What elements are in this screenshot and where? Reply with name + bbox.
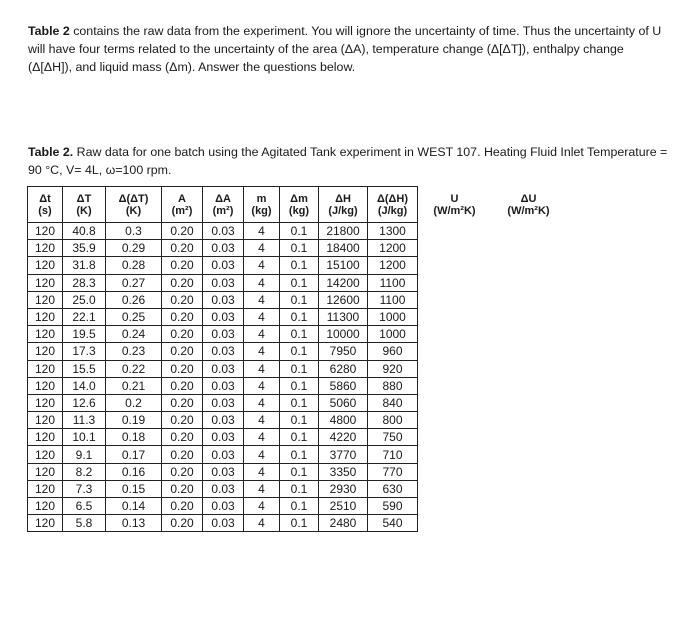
table-cell: 0.03 xyxy=(203,223,244,240)
table-cell: 40.8 xyxy=(63,223,106,240)
column-header xyxy=(319,187,368,223)
column-symbol: ΔH xyxy=(335,193,351,205)
table-cell: 120 xyxy=(28,326,63,343)
table-row xyxy=(28,343,566,360)
column-header xyxy=(244,187,280,223)
raw-data-table xyxy=(27,186,566,532)
table-cell: 0.20 xyxy=(162,498,203,515)
column-header xyxy=(418,187,492,223)
table-cell xyxy=(418,257,492,274)
table-cell xyxy=(418,240,492,257)
table-cell: 0.1 xyxy=(280,498,319,515)
table-cell: 15100 xyxy=(319,257,368,274)
table-cell: 4 xyxy=(244,412,280,429)
table-cell: 710 xyxy=(368,446,418,463)
table-cell: 0.03 xyxy=(203,291,244,308)
table-cell: 11.3 xyxy=(63,412,106,429)
table-cell: 0.20 xyxy=(162,412,203,429)
table-caption xyxy=(28,143,668,179)
table-cell: 0.03 xyxy=(203,343,244,360)
caption-label: Table 2. xyxy=(28,145,74,159)
table-cell: 0.24 xyxy=(106,326,162,343)
table-cell: 0.20 xyxy=(162,360,203,377)
column-symbol: Δ(ΔH) xyxy=(376,193,409,205)
table-cell xyxy=(418,446,492,463)
table-cell xyxy=(418,377,492,394)
column-symbol: Δt xyxy=(39,193,51,205)
column-header xyxy=(106,187,162,223)
table-cell: 0.26 xyxy=(106,291,162,308)
table-cell: 0.20 xyxy=(162,223,203,240)
table-row xyxy=(28,498,566,515)
table-cell: 4800 xyxy=(319,412,368,429)
table-cell: 4 xyxy=(244,429,280,446)
table-cell: 0.20 xyxy=(162,446,203,463)
table-cell: 0.20 xyxy=(162,515,203,532)
table-cell: 0.28 xyxy=(106,257,162,274)
table-cell xyxy=(492,377,566,394)
table-cell: 0.20 xyxy=(162,240,203,257)
table-cell: 0.21 xyxy=(106,377,162,394)
table-row xyxy=(28,429,566,446)
table-cell xyxy=(418,326,492,343)
table-cell: 4 xyxy=(244,274,280,291)
table-cell: 0.03 xyxy=(203,274,244,291)
table-cell: 540 xyxy=(368,515,418,532)
column-symbol: ΔA xyxy=(215,193,231,205)
table-cell: 880 xyxy=(368,377,418,394)
table-cell: 4 xyxy=(244,377,280,394)
table-cell xyxy=(418,223,492,240)
table-cell: 750 xyxy=(368,429,418,446)
table-cell: 960 xyxy=(368,343,418,360)
table-cell: 4 xyxy=(244,463,280,480)
table-cell xyxy=(492,360,566,377)
table-cell: 590 xyxy=(368,498,418,515)
table-cell: 5.8 xyxy=(63,515,106,532)
table-row xyxy=(28,257,566,274)
column-unit: (m²) xyxy=(171,205,193,217)
table-cell: 0.20 xyxy=(162,326,203,343)
table-cell: 0.20 xyxy=(162,308,203,325)
column-header xyxy=(280,187,319,223)
table-cell xyxy=(418,480,492,497)
table-cell: 1200 xyxy=(368,257,418,274)
table-cell xyxy=(492,412,566,429)
table-cell: 0.1 xyxy=(280,240,319,257)
table-cell xyxy=(492,326,566,343)
table-row xyxy=(28,394,566,411)
table-cell: 120 xyxy=(28,429,63,446)
table-row xyxy=(28,326,566,343)
table-cell: 0.1 xyxy=(280,412,319,429)
table-cell: 0.1 xyxy=(280,394,319,411)
table-cell: 5860 xyxy=(319,377,368,394)
table-cell: 4 xyxy=(244,394,280,411)
table-row xyxy=(28,360,566,377)
table-cell: 0.19 xyxy=(106,412,162,429)
table-cell: 4220 xyxy=(319,429,368,446)
table-row xyxy=(28,463,566,480)
column-symbol: m xyxy=(256,193,267,205)
table-cell xyxy=(418,291,492,308)
table-cell: 0.1 xyxy=(280,463,319,480)
table-cell xyxy=(492,223,566,240)
table-cell: 11300 xyxy=(319,308,368,325)
table-cell: 630 xyxy=(368,480,418,497)
table-cell: 3770 xyxy=(319,446,368,463)
table-cell: 0.03 xyxy=(203,326,244,343)
table-cell: 18400 xyxy=(319,240,368,257)
table-cell: 1300 xyxy=(368,223,418,240)
table-cell: 0.20 xyxy=(162,274,203,291)
table-cell: 0.20 xyxy=(162,377,203,394)
table-cell: 120 xyxy=(28,377,63,394)
intro-table-label: Table 2 xyxy=(28,24,70,38)
table-cell: 17.3 xyxy=(63,343,106,360)
table-cell: 120 xyxy=(28,463,63,480)
table-cell: 0.1 xyxy=(280,515,319,532)
table-cell: 3350 xyxy=(319,463,368,480)
table-cell xyxy=(492,480,566,497)
table-cell: 0.03 xyxy=(203,412,244,429)
table-cell: 770 xyxy=(368,463,418,480)
table-cell: 0.20 xyxy=(162,429,203,446)
table-cell xyxy=(418,343,492,360)
table-cell: 0.03 xyxy=(203,515,244,532)
table-cell: 12.6 xyxy=(63,394,106,411)
table-cell: 120 xyxy=(28,412,63,429)
column-unit: (m²) xyxy=(212,205,234,217)
table-cell: 8.2 xyxy=(63,463,106,480)
column-unit: (s) xyxy=(38,205,52,217)
table-cell: 120 xyxy=(28,446,63,463)
table-cell: 1100 xyxy=(368,291,418,308)
table-cell: 0.03 xyxy=(203,429,244,446)
column-unit: (kg) xyxy=(288,205,310,217)
table-cell: 800 xyxy=(368,412,418,429)
table-cell: 920 xyxy=(368,360,418,377)
table-cell: 4 xyxy=(244,480,280,497)
table-row xyxy=(28,308,566,325)
table-cell: 0.18 xyxy=(106,429,162,446)
table-cell: 0.1 xyxy=(280,308,319,325)
table-cell: 0.03 xyxy=(203,463,244,480)
table-row xyxy=(28,480,566,497)
table-cell: 1200 xyxy=(368,240,418,257)
table-cell: 0.20 xyxy=(162,480,203,497)
table-cell: 0.1 xyxy=(280,480,319,497)
table-cell: 0.27 xyxy=(106,274,162,291)
table-cell: 120 xyxy=(28,291,63,308)
table-cell: 4 xyxy=(244,326,280,343)
table-cell xyxy=(418,515,492,532)
table-cell: 0.03 xyxy=(203,498,244,515)
table-cell xyxy=(418,463,492,480)
table-cell: 31.8 xyxy=(63,257,106,274)
column-symbol: U xyxy=(450,193,459,205)
table-cell: 4 xyxy=(244,498,280,515)
table-cell xyxy=(492,291,566,308)
intro-paragraph xyxy=(28,22,668,76)
table-cell: 0.22 xyxy=(106,360,162,377)
table-cell: 6280 xyxy=(319,360,368,377)
table-cell xyxy=(492,463,566,480)
table-cell: 120 xyxy=(28,274,63,291)
table-cell: 0.1 xyxy=(280,274,319,291)
table-cell xyxy=(418,274,492,291)
table-cell: 12600 xyxy=(319,291,368,308)
table-cell: 7.3 xyxy=(63,480,106,497)
table-cell: 0.23 xyxy=(106,343,162,360)
table-cell: 0.17 xyxy=(106,446,162,463)
table-cell: 120 xyxy=(28,257,63,274)
table-row xyxy=(28,240,566,257)
table-cell: 0.20 xyxy=(162,463,203,480)
table-cell xyxy=(492,446,566,463)
table-header xyxy=(28,187,566,223)
table-cell: 0.1 xyxy=(280,446,319,463)
column-header xyxy=(368,187,418,223)
table-cell: 4 xyxy=(244,446,280,463)
table-row xyxy=(28,274,566,291)
table-cell: 0.03 xyxy=(203,308,244,325)
table-cell: 0.03 xyxy=(203,394,244,411)
table-cell: 0.03 xyxy=(203,446,244,463)
table-cell xyxy=(418,360,492,377)
table-cell: 0.14 xyxy=(106,498,162,515)
table-cell: 2930 xyxy=(319,480,368,497)
column-unit: (J/kg) xyxy=(377,205,408,217)
table-cell: 120 xyxy=(28,308,63,325)
table-cell: 7950 xyxy=(319,343,368,360)
column-symbol: ΔT xyxy=(76,193,92,205)
table-cell: 1100 xyxy=(368,274,418,291)
table-cell: 0.29 xyxy=(106,240,162,257)
table-cell: 5060 xyxy=(319,394,368,411)
column-unit: (K) xyxy=(76,205,92,217)
column-symbol: Δm xyxy=(290,193,308,205)
table-cell xyxy=(418,429,492,446)
table-cell: 4 xyxy=(244,257,280,274)
table-cell: 0.03 xyxy=(203,257,244,274)
table-cell: 0.16 xyxy=(106,463,162,480)
table-cell: 0.03 xyxy=(203,377,244,394)
table-cell xyxy=(418,394,492,411)
table-cell xyxy=(492,429,566,446)
table-cell: 120 xyxy=(28,360,63,377)
table-cell xyxy=(418,308,492,325)
table-cell xyxy=(492,240,566,257)
table-cell: 120 xyxy=(28,343,63,360)
table-cell: 22.1 xyxy=(63,308,106,325)
column-header xyxy=(162,187,203,223)
table-cell: 4 xyxy=(244,223,280,240)
table-cell: 0.1 xyxy=(280,429,319,446)
table-cell: 4 xyxy=(244,240,280,257)
table-cell: 0.1 xyxy=(280,377,319,394)
table-cell: 0.03 xyxy=(203,360,244,377)
table-cell: 120 xyxy=(28,515,63,532)
table-cell: 0.03 xyxy=(203,480,244,497)
table-cell: 0.1 xyxy=(280,257,319,274)
column-unit: (J/kg) xyxy=(328,205,358,217)
table-cell xyxy=(418,412,492,429)
table-cell: 0.20 xyxy=(162,343,203,360)
table-row xyxy=(28,223,566,240)
table-cell: 0.1 xyxy=(280,343,319,360)
table-cell: 9.1 xyxy=(63,446,106,463)
intro-text: contains the raw data from the experiment. You will ignore the uncertainty of time. Thus the uncertainty of U will have four terms related to the uncertainty of the area (ΔA), temperature change (Δ[ΔT]), enthalpy change (Δ[ΔH]), and liquid mass (Δm). Answer the questions below. xyxy=(28,24,662,74)
table-cell: 120 xyxy=(28,498,63,515)
table-cell: 35.9 xyxy=(63,240,106,257)
table-cell: 19.5 xyxy=(63,326,106,343)
table-cell: 21800 xyxy=(319,223,368,240)
table-cell: 28.3 xyxy=(63,274,106,291)
table-cell: 0.1 xyxy=(280,223,319,240)
table-row xyxy=(28,446,566,463)
column-symbol: A xyxy=(178,193,186,205)
table-cell: 4 xyxy=(244,360,280,377)
table-cell: 0.03 xyxy=(203,240,244,257)
table-cell: 4 xyxy=(244,515,280,532)
table-cell: 120 xyxy=(28,240,63,257)
table-cell: 10000 xyxy=(319,326,368,343)
column-unit: (kg) xyxy=(251,205,272,217)
table-row xyxy=(28,412,566,429)
table-cell: 0.20 xyxy=(162,291,203,308)
table-cell xyxy=(492,498,566,515)
column-symbol: ΔU xyxy=(520,193,537,205)
table-cell xyxy=(492,343,566,360)
table-cell: 1000 xyxy=(368,308,418,325)
table-cell xyxy=(418,498,492,515)
table-row xyxy=(28,515,566,532)
table-cell xyxy=(492,394,566,411)
table-cell: 0.1 xyxy=(280,291,319,308)
column-header xyxy=(63,187,106,223)
table-cell xyxy=(492,257,566,274)
table-cell: 2480 xyxy=(319,515,368,532)
table-cell: 0.13 xyxy=(106,515,162,532)
table-cell: 25.0 xyxy=(63,291,106,308)
table-cell xyxy=(492,308,566,325)
table-cell xyxy=(492,515,566,532)
table-body xyxy=(28,223,566,532)
table-cell: 4 xyxy=(244,343,280,360)
table-cell: 4 xyxy=(244,308,280,325)
table-cell: 120 xyxy=(28,394,63,411)
table-cell: 0.25 xyxy=(106,308,162,325)
table-cell: 0.1 xyxy=(280,360,319,377)
table-cell: 0.1 xyxy=(280,326,319,343)
table-cell: 0.3 xyxy=(106,223,162,240)
column-symbol: Δ(ΔT) xyxy=(118,193,149,205)
table-cell: 120 xyxy=(28,223,63,240)
table-cell: 0.20 xyxy=(162,257,203,274)
column-unit: (W/m²K) xyxy=(433,205,476,217)
column-unit: (K) xyxy=(125,205,142,217)
table-cell: 15.5 xyxy=(63,360,106,377)
table-cell: 14200 xyxy=(319,274,368,291)
table-cell: 6.5 xyxy=(63,498,106,515)
table-cell: 0.2 xyxy=(106,394,162,411)
table-cell: 1000 xyxy=(368,326,418,343)
column-header xyxy=(492,187,566,223)
table-row xyxy=(28,377,566,394)
caption-text: Raw data for one batch using the Agitated Tank experiment in WEST 107. Heating Fluid Inlet Temperature = 90 °C, V= 4L, ω=100 rpm. xyxy=(28,145,668,177)
table-cell: 14.0 xyxy=(63,377,106,394)
table-cell: 120 xyxy=(28,480,63,497)
table-cell: 0.15 xyxy=(106,480,162,497)
table-cell: 10.1 xyxy=(63,429,106,446)
column-unit: (W/m²K) xyxy=(507,205,550,217)
table-row xyxy=(28,291,566,308)
table-cell: 0.20 xyxy=(162,394,203,411)
table-cell xyxy=(492,274,566,291)
column-header xyxy=(203,187,244,223)
column-header xyxy=(28,187,63,223)
header-row xyxy=(28,187,566,223)
table-cell: 4 xyxy=(244,291,280,308)
table-cell: 2510 xyxy=(319,498,368,515)
table-cell: 840 xyxy=(368,394,418,411)
